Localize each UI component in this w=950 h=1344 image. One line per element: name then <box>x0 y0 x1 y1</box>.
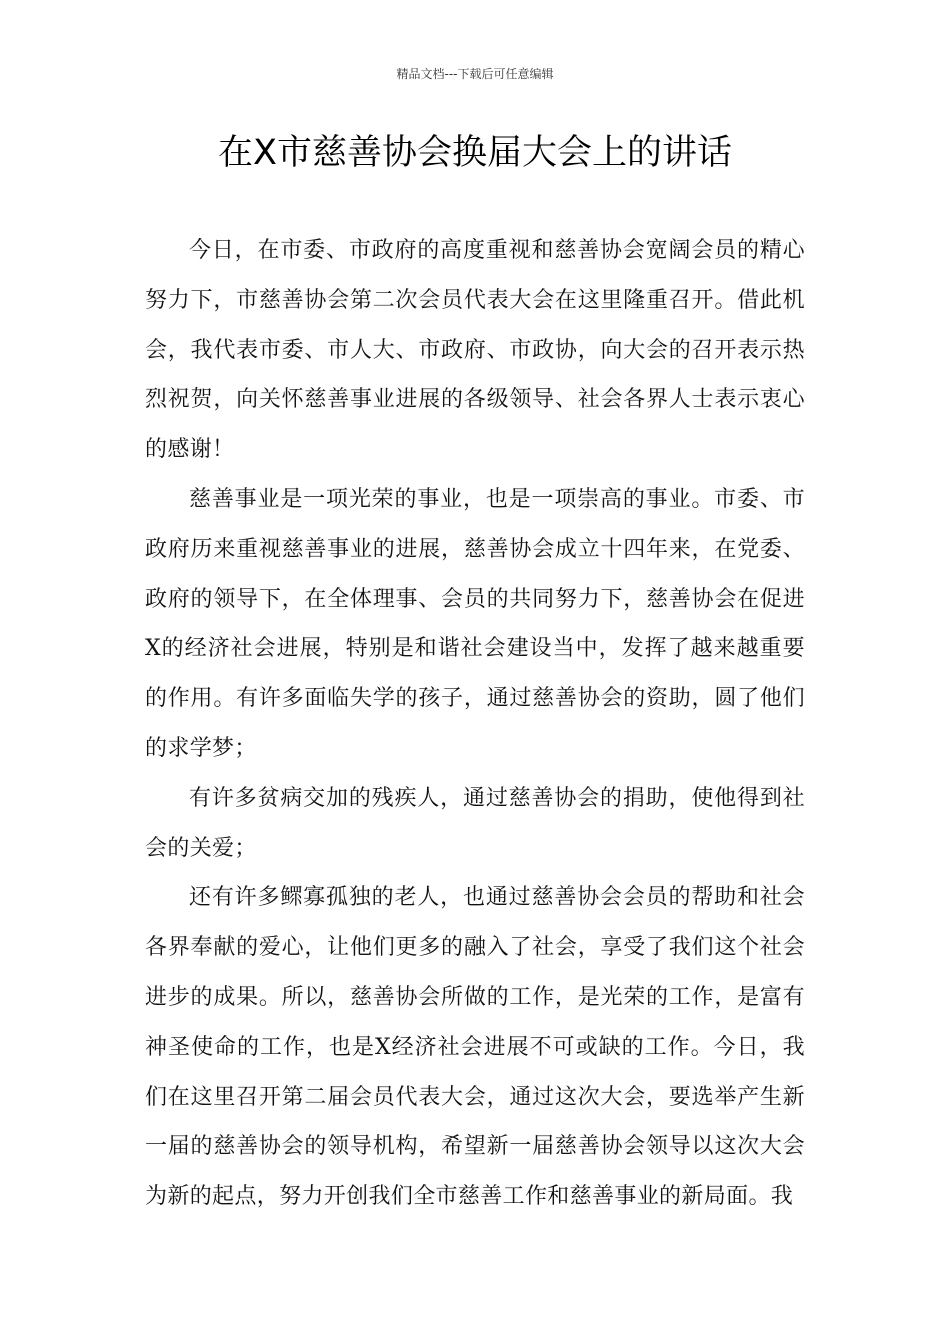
paragraph-1: 今日，在市委、市政府的高度重视和慈善协会宽阔会员的精心努力下，市慈善协会第二次会员代表大会在这里隆重召开。借此机会，我代表市委、市人大、市政府、市政协，向大会的召开表示热烈祝贺，向关怀慈善事业进展的各级领导、社会各界人士表示衷心的感谢！ <box>145 238 805 463</box>
paragraph-4: 还有许多鳏寡孤独的老人，也通过慈善协会会员的帮助和社会各界奉献的爱心，让他们更多的融入了社会，享受了我们这个社会进步的成果。所以，慈善协会所做的工作，是光荣的工作，是富有神圣使命的工作，也是X经济社会进展不可或缺的工作。今日，我们在这里召开第二届会员代表大会，通过这次大会，要选举产生新一届的慈善协会的领导机构，希望新一届慈善协会领导以这次大会为新的起点，努力开创我们全市慈善工作和慈善事业的新局面。我 <box>145 885 805 1210</box>
paragraph-2: 慈善事业是一项光荣的事业，也是一项崇高的事业。市委、市政府历来重视慈善事业的进展，慈善协会成立十四年来，在党委、政府的领导下，在全体理事、会员的共同努力下，慈善协会在促进X的经济社会进展，特别是和谐社会建设当中，发挥了越来越重要的作用。有许多面临失学的孩子，通过慈善协会的资助，圆了他们的求学梦； <box>145 486 805 761</box>
paragraph-3: 有许多贫病交加的残疾人，通过慈善协会的捐助，使他得到社会的关爱； <box>145 785 805 861</box>
header-note: 精品文档---下载后可任意编辑 <box>396 67 554 81</box>
document-body <box>145 226 805 1222</box>
document-title: 在X市慈善协会换届大会上的讲话 <box>218 133 732 173</box>
